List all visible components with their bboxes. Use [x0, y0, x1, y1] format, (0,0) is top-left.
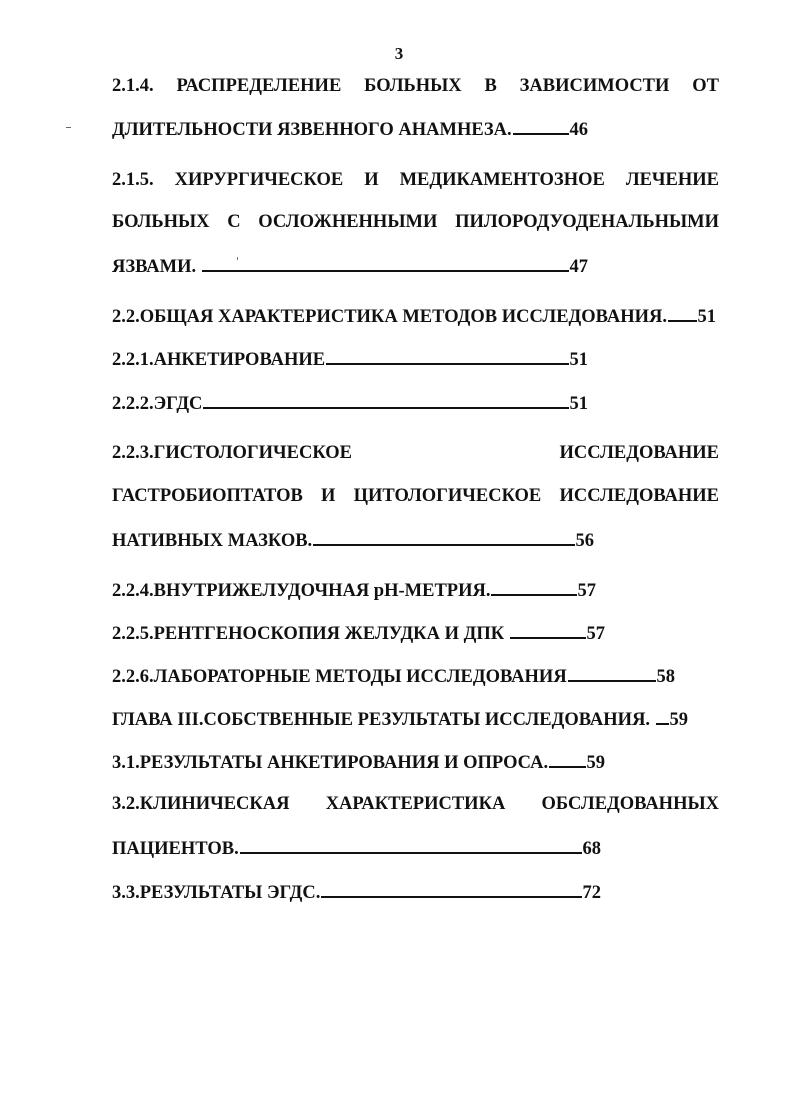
toc-entry-title: НАТИВНЫХ МАЗКОВ. [112, 531, 313, 551]
toc-entry-title: ПАЦИЕНТОВ. [112, 839, 239, 859]
leader-underline [240, 837, 582, 854]
toc-word: ПИЛОРОДУОДЕНАЛЬНЫМИ [455, 212, 719, 232]
toc-entry-final-line [112, 751, 607, 773]
toc-entry-final-line [112, 118, 590, 140]
toc-word: ХАРАКТЕРИСТИКА [325, 794, 506, 814]
toc-word: И [364, 170, 379, 190]
toc-entry-title: ЯЗВАМИ. [112, 257, 201, 277]
toc-entry-title: 2.2.6.ЛАБОРАТОРНЫЕ МЕТОДЫ ИССЛЕДОВАНИЯ [112, 667, 567, 687]
margin-mark [66, 127, 71, 128]
toc-word: МЕДИКАМЕНТОЗНОЕ [399, 170, 605, 190]
toc-page-number: 58 [656, 667, 675, 687]
toc-page-number: 51 [569, 350, 588, 370]
toc-entry-final-line [112, 622, 607, 644]
toc-entry-line [112, 169, 719, 191]
leader-underline [549, 751, 585, 768]
leader-underline [568, 665, 656, 682]
toc-entry-final-line [112, 579, 598, 601]
toc-word: 2.1.5. [112, 170, 154, 190]
toc-entry-final-line [112, 348, 590, 370]
toc-word: В [484, 76, 497, 96]
leader-underline [313, 529, 574, 546]
toc-word: 2.1.4. [112, 76, 154, 96]
toc-word: БОЛЬНЫХ [112, 212, 210, 232]
toc-word: ОСЛОЖНЕННЫМИ [258, 212, 438, 232]
toc-page-number: 57 [586, 624, 605, 644]
toc-entry-line [112, 485, 719, 507]
toc-word: ИССЛЕДОВАНИЕ [559, 486, 719, 506]
toc-entry-final-line [112, 708, 690, 730]
toc-page-number: 46 [569, 120, 588, 140]
toc-entry-line [112, 793, 719, 815]
leader-underline [656, 708, 669, 725]
toc-page-number: 68 [582, 839, 601, 859]
toc-word: ОТ [692, 76, 719, 96]
toc-entry-title: 2.2.5.РЕНТГЕНОСКОПИЯ ЖЕЛУДКА И ДПК [112, 624, 509, 644]
toc-word: И [321, 486, 336, 506]
toc-word: ГАСТРОБИОПТАТОВ [112, 486, 303, 506]
toc-entry-final-line [112, 529, 596, 551]
leader-underline [510, 622, 586, 639]
toc-word: 3.2.КЛИНИЧЕСКАЯ [112, 794, 290, 814]
toc-word: БОЛЬНЫХ [364, 76, 462, 96]
toc-page-number: 59 [669, 710, 688, 730]
page-number: 3 [394, 44, 404, 63]
toc-entry-line [112, 442, 719, 464]
toc-entry-final-line [112, 305, 718, 327]
toc-word: ЗАВИСИМОСТИ [519, 76, 670, 96]
toc-entry-line [112, 75, 719, 97]
toc-entry-title: 3.3.РЕЗУЛЬТАТЫ ЭГДС. [112, 883, 321, 903]
toc-entry-title: 3.1.РЕЗУЛЬТАТЫ АНКЕТИРОВАНИЯ И ОПРОСА. [112, 753, 549, 773]
leader-underline [668, 305, 697, 322]
toc-word: 2.2.3.ГИСТОЛОГИЧЕСКОЕ [112, 443, 353, 463]
toc-entry-final-line [112, 881, 603, 903]
toc-word: С [227, 212, 241, 232]
toc-entry-final-line [112, 665, 677, 687]
toc-word: ЦИТОЛОГИЧЕСКОЕ [353, 486, 542, 506]
toc-word: ЛЕЧЕНИЕ [625, 170, 719, 190]
toc-entry-title: 2.2.4.ВНУТРИЖЕЛУДОЧНАЯ pH-МЕТРИЯ. [112, 581, 491, 601]
leader-underline [513, 118, 569, 135]
toc-page-number: 47 [569, 257, 588, 277]
toc-word: ОБСЛЕДОВАННЫХ [541, 794, 719, 814]
toc-page-number: 51 [697, 307, 716, 327]
toc-word: ИССЛЕДОВАНИЕ [559, 443, 719, 463]
leader-underline [203, 392, 568, 409]
toc-entry-title: 2.2.1.АНКЕТИРОВАНИЕ [112, 350, 326, 370]
toc-page-number: 51 [569, 394, 588, 414]
leader-underline [326, 348, 568, 365]
toc-page-number: 72 [582, 883, 601, 903]
toc-entry-line [112, 211, 719, 233]
toc-page-number: 57 [577, 581, 596, 601]
toc-word: ХИРУРГИЧЕСКОЕ [174, 170, 344, 190]
toc-entry-title: 2.2.2.ЭГДС [112, 394, 203, 414]
toc-word: РАСПРЕДЕЛЕНИЕ [176, 76, 342, 96]
toc-entry-final-line [112, 255, 590, 277]
toc-page-number: 59 [586, 753, 605, 773]
leader-underline [321, 881, 581, 898]
leader-underline [491, 579, 576, 596]
toc-entry-final-line [112, 837, 603, 859]
toc-entry-title: 2.2.ОБЩАЯ ХАРАКТЕРИСТИКА МЕТОДОВ ИССЛЕДОВАНИЯ. [112, 307, 667, 327]
leader-underline [202, 255, 569, 272]
toc-entry-final-line [112, 392, 590, 414]
toc-entry-title: ДЛИТЕЛЬНОСТИ ЯЗВЕННОГО АНАМНЕЗА. [112, 120, 512, 140]
toc-entry-title: ГЛАВА III.СОБСТВЕННЫЕ РЕЗУЛЬТАТЫ ИССЛЕДОВАНИЯ. [112, 710, 655, 730]
toc-page-number: 56 [575, 531, 594, 551]
